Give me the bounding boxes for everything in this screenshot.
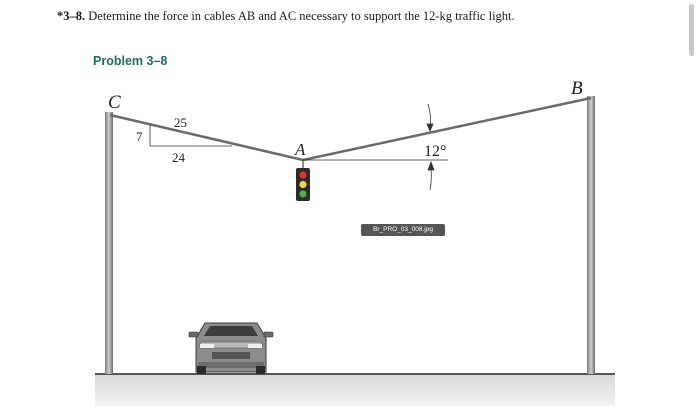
slope-rise: 7	[136, 129, 143, 144]
angle-label: 12°	[424, 143, 447, 160]
pole-left	[105, 112, 113, 374]
pole-right	[587, 96, 595, 374]
slope-run: 24	[172, 150, 185, 165]
problem-label: Problem 3–8	[93, 54, 168, 68]
traffic-light	[296, 160, 310, 201]
image-filename-tag: Br_PRO_03_008.jpg	[361, 224, 445, 236]
label-a: A	[295, 140, 306, 159]
label-c: C	[108, 92, 121, 113]
ground	[95, 374, 615, 406]
slope-hyp: 25	[174, 115, 187, 130]
car	[189, 323, 273, 374]
label-b: B	[571, 78, 583, 99]
cable-ab	[303, 98, 591, 160]
problem-number: *3–8.	[57, 9, 86, 23]
problem-text: Determine the force in cables AB and AC necessary to support the 12-kg traffic light.	[88, 9, 515, 23]
